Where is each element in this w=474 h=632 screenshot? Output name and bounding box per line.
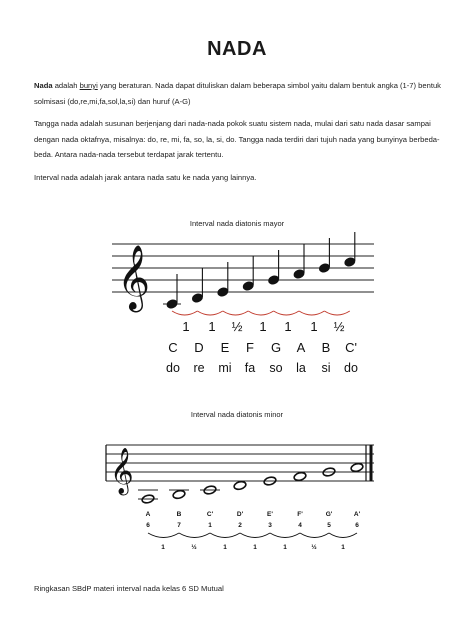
minor-letter-label: G' xyxy=(325,511,333,518)
minor-interval-arc xyxy=(148,533,179,538)
major-letter-label: D xyxy=(194,340,204,355)
minor-interval-arc xyxy=(270,533,300,538)
major-letter-label: F xyxy=(246,340,254,355)
major-letter-label: E xyxy=(220,340,230,355)
para1-text-a: adalah xyxy=(52,81,80,90)
major-interval-arc xyxy=(223,311,248,315)
major-solfege-label: do xyxy=(344,361,358,375)
minor-interval-arc xyxy=(210,533,240,538)
minor-note-head xyxy=(172,489,185,499)
minor-notes xyxy=(138,462,364,504)
minor-interval-label: 1 xyxy=(161,544,165,551)
minor-interval-label: ½ xyxy=(311,544,317,551)
major-interval-label: 1 xyxy=(259,319,267,334)
treble-clef-icon: 𝄞 xyxy=(110,448,134,494)
major-solfege-label: so xyxy=(269,361,283,375)
minor-letter-label: A' xyxy=(353,511,361,518)
minor-number-label: 6 xyxy=(146,522,150,529)
paragraph-tangga-nada: Tangga nada adalah susunan berjenjang dari nada-nada pokok suatu sistem nada, mulai dari satu nada dasar sampai dengan nada oktafnya, misalnya: do, re, mi, fa, so, la, si, do. Tangga nada terdiri dari tujuh nada yang bunyinya berbeda-beda. Antara nada-nada tersebut terdapat jarak tertentu. xyxy=(34,119,440,159)
major-solfege-label: mi xyxy=(218,361,232,375)
major-interval-label: ½ xyxy=(333,319,345,334)
footer-caption: Ringkasan SBdP materi interval nada kelas 6 SD Mutual xyxy=(34,584,224,593)
major-interval-label: 1 xyxy=(182,319,190,334)
paragraph-interval-nada: Interval nada adalah jarak antara nada satu ke nada yang lainnya. xyxy=(34,173,257,182)
major-scale-caption: Interval nada diatonis mayor xyxy=(189,219,285,228)
major-solfege-label: fa xyxy=(244,361,256,375)
treble-clef-icon: 𝄞 xyxy=(117,245,151,310)
major-solfege-label: re xyxy=(193,361,205,375)
major-letter-label: B xyxy=(321,340,331,355)
minor-letter-label: B xyxy=(176,511,182,518)
major-letter-label: A xyxy=(296,340,306,355)
page-title: NADA xyxy=(207,38,267,60)
minor-interval-arc xyxy=(179,533,210,538)
term-bunyi: bunyi xyxy=(79,81,98,90)
minor-note-head xyxy=(350,462,363,472)
minor-interval-label: ½ xyxy=(191,544,197,551)
major-interval-arc xyxy=(248,311,273,315)
minor-number-label: 6 xyxy=(355,522,359,529)
minor-number-label: 1 xyxy=(208,522,212,529)
minor-interval-label: 1 xyxy=(253,544,257,551)
minor-number-label: 7 xyxy=(177,522,181,529)
minor-number-label: 2 xyxy=(238,522,242,529)
major-interval-arc xyxy=(197,311,222,315)
para1-text-b: yang beraturan. Nada dapat dituliskan dalam beberapa simbol yaitu dalam bentuk angka (1-7) bentuk solmisasi (do,re,mi,fa,sol,la,si) dan huruf (A-G) xyxy=(34,81,441,106)
major-letter-label: G xyxy=(270,340,282,355)
major-solfege-label: do xyxy=(166,361,180,375)
major-interval-label: 1 xyxy=(310,319,318,334)
major-interval-label: ½ xyxy=(231,319,243,334)
major-letter-label: C xyxy=(168,340,178,355)
minor-number-label: 4 xyxy=(298,522,302,529)
minor-interval-arc xyxy=(240,533,270,538)
major-solfege-label: la xyxy=(296,361,306,375)
minor-number-label: 5 xyxy=(327,522,331,529)
minor-letter-label: C' xyxy=(206,511,214,518)
minor-note-head xyxy=(233,480,246,490)
minor-interval-label: 1 xyxy=(283,544,287,551)
minor-number-label: 3 xyxy=(268,522,272,529)
minor-staff xyxy=(106,445,374,481)
minor-interval-label: 1 xyxy=(341,544,345,551)
minor-note-head xyxy=(293,471,306,481)
major-interval-arc xyxy=(324,311,349,315)
major-letter-label: C' xyxy=(345,340,357,355)
major-solfege-label: si xyxy=(321,361,331,375)
minor-interval-arcs xyxy=(148,533,357,538)
minor-letter-label: E' xyxy=(267,511,273,518)
major-interval-label: 1 xyxy=(284,319,292,334)
minor-letter-label: F' xyxy=(297,511,303,518)
major-interval-arc xyxy=(172,311,197,315)
minor-letter-label: D' xyxy=(236,511,244,518)
minor-letter-label: A xyxy=(145,511,151,518)
major-staff xyxy=(112,244,374,292)
major-interval-arc xyxy=(274,311,299,315)
minor-interval-label: 1 xyxy=(223,544,227,551)
minor-interval-arc xyxy=(329,533,357,538)
minor-scale-caption: Interval nada diatonis minor xyxy=(190,410,284,419)
term-nada: Nada xyxy=(34,81,53,90)
major-interval-arcs xyxy=(172,311,350,315)
minor-interval-arc xyxy=(300,533,329,538)
major-interval-label: 1 xyxy=(208,319,216,334)
major-interval-arc xyxy=(299,311,324,315)
